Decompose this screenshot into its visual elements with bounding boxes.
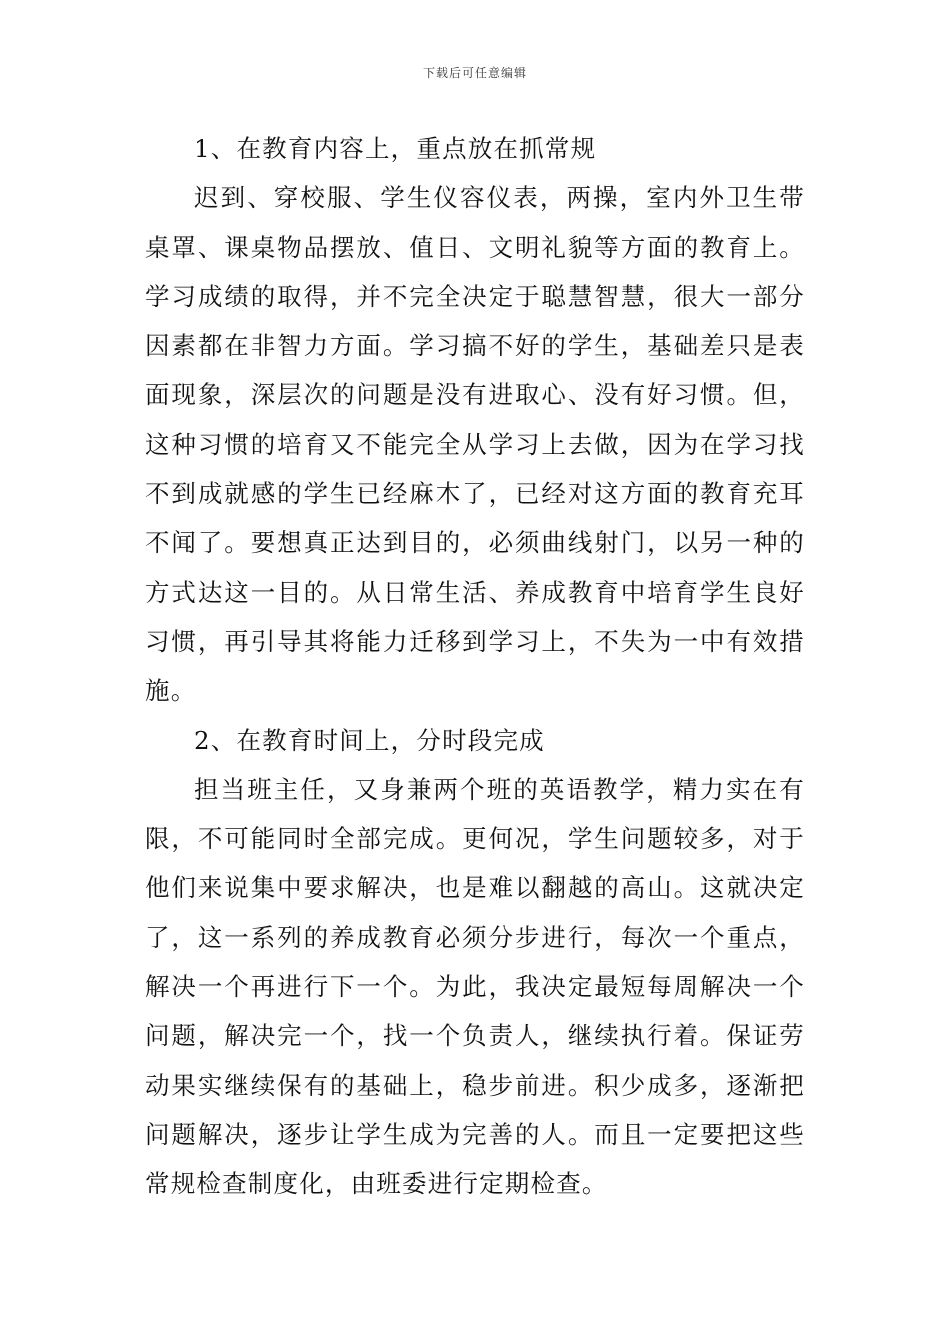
- section-2-paragraph: 担当班主任，又身兼两个班的英语教学，精力实在有限，不可能同时全部完成。更何况，学生问题较多，对于他们来说集中要求解决，也是难以翻越的高山。这就决定了，这一系列的养成教育必须分步进行，每次一个重点，解决一个再进行下一个。为此，我决定最短每周解决一个问题，解决完一个，找一个负责人，继续执行着。保证劳动果实继续保有的基础上，稳步前进。积少成多，逐渐把问题解决，逐步让学生成为完善的人。而且一定要把这些常规检查制度化，由班委进行定期检查。: [145, 774, 805, 1199]
- page-header: 下载后可任意编辑: [422, 66, 527, 80]
- section-2-heading: 2、在教育时间上，分时段完成: [194, 725, 545, 755]
- section-1-paragraph: 迟到、穿校服、学生仪容仪表，两操，室内外卫生带桌罩、课桌物品摆放、值日、文明礼貌等方面的教育上。学习成绩的取得，并不完全决定于聪慧智慧，很大一部分因素都在非智力方面。学习搞不好的学生，基础差只是表面现象，深层次的问题是没有进取心、没有好习惯。但，这种习惯的培育又不能完全从学习上去做，因为在学习找不到成就感的学生已经麻木了，已经对这方面的教育充耳不闻了。要想真正达到目的，必须曲线射门，以另一种的方式达这一目的。从日常生活、养成教育中培育学生良好习惯，再引导其将能力迁移到学习上，不失为一中有效措施。: [145, 183, 805, 706]
- document-body: [145, 124, 805, 1209]
- section-1-heading: 1、在教育内容上，重点放在抓常规: [194, 134, 597, 163]
